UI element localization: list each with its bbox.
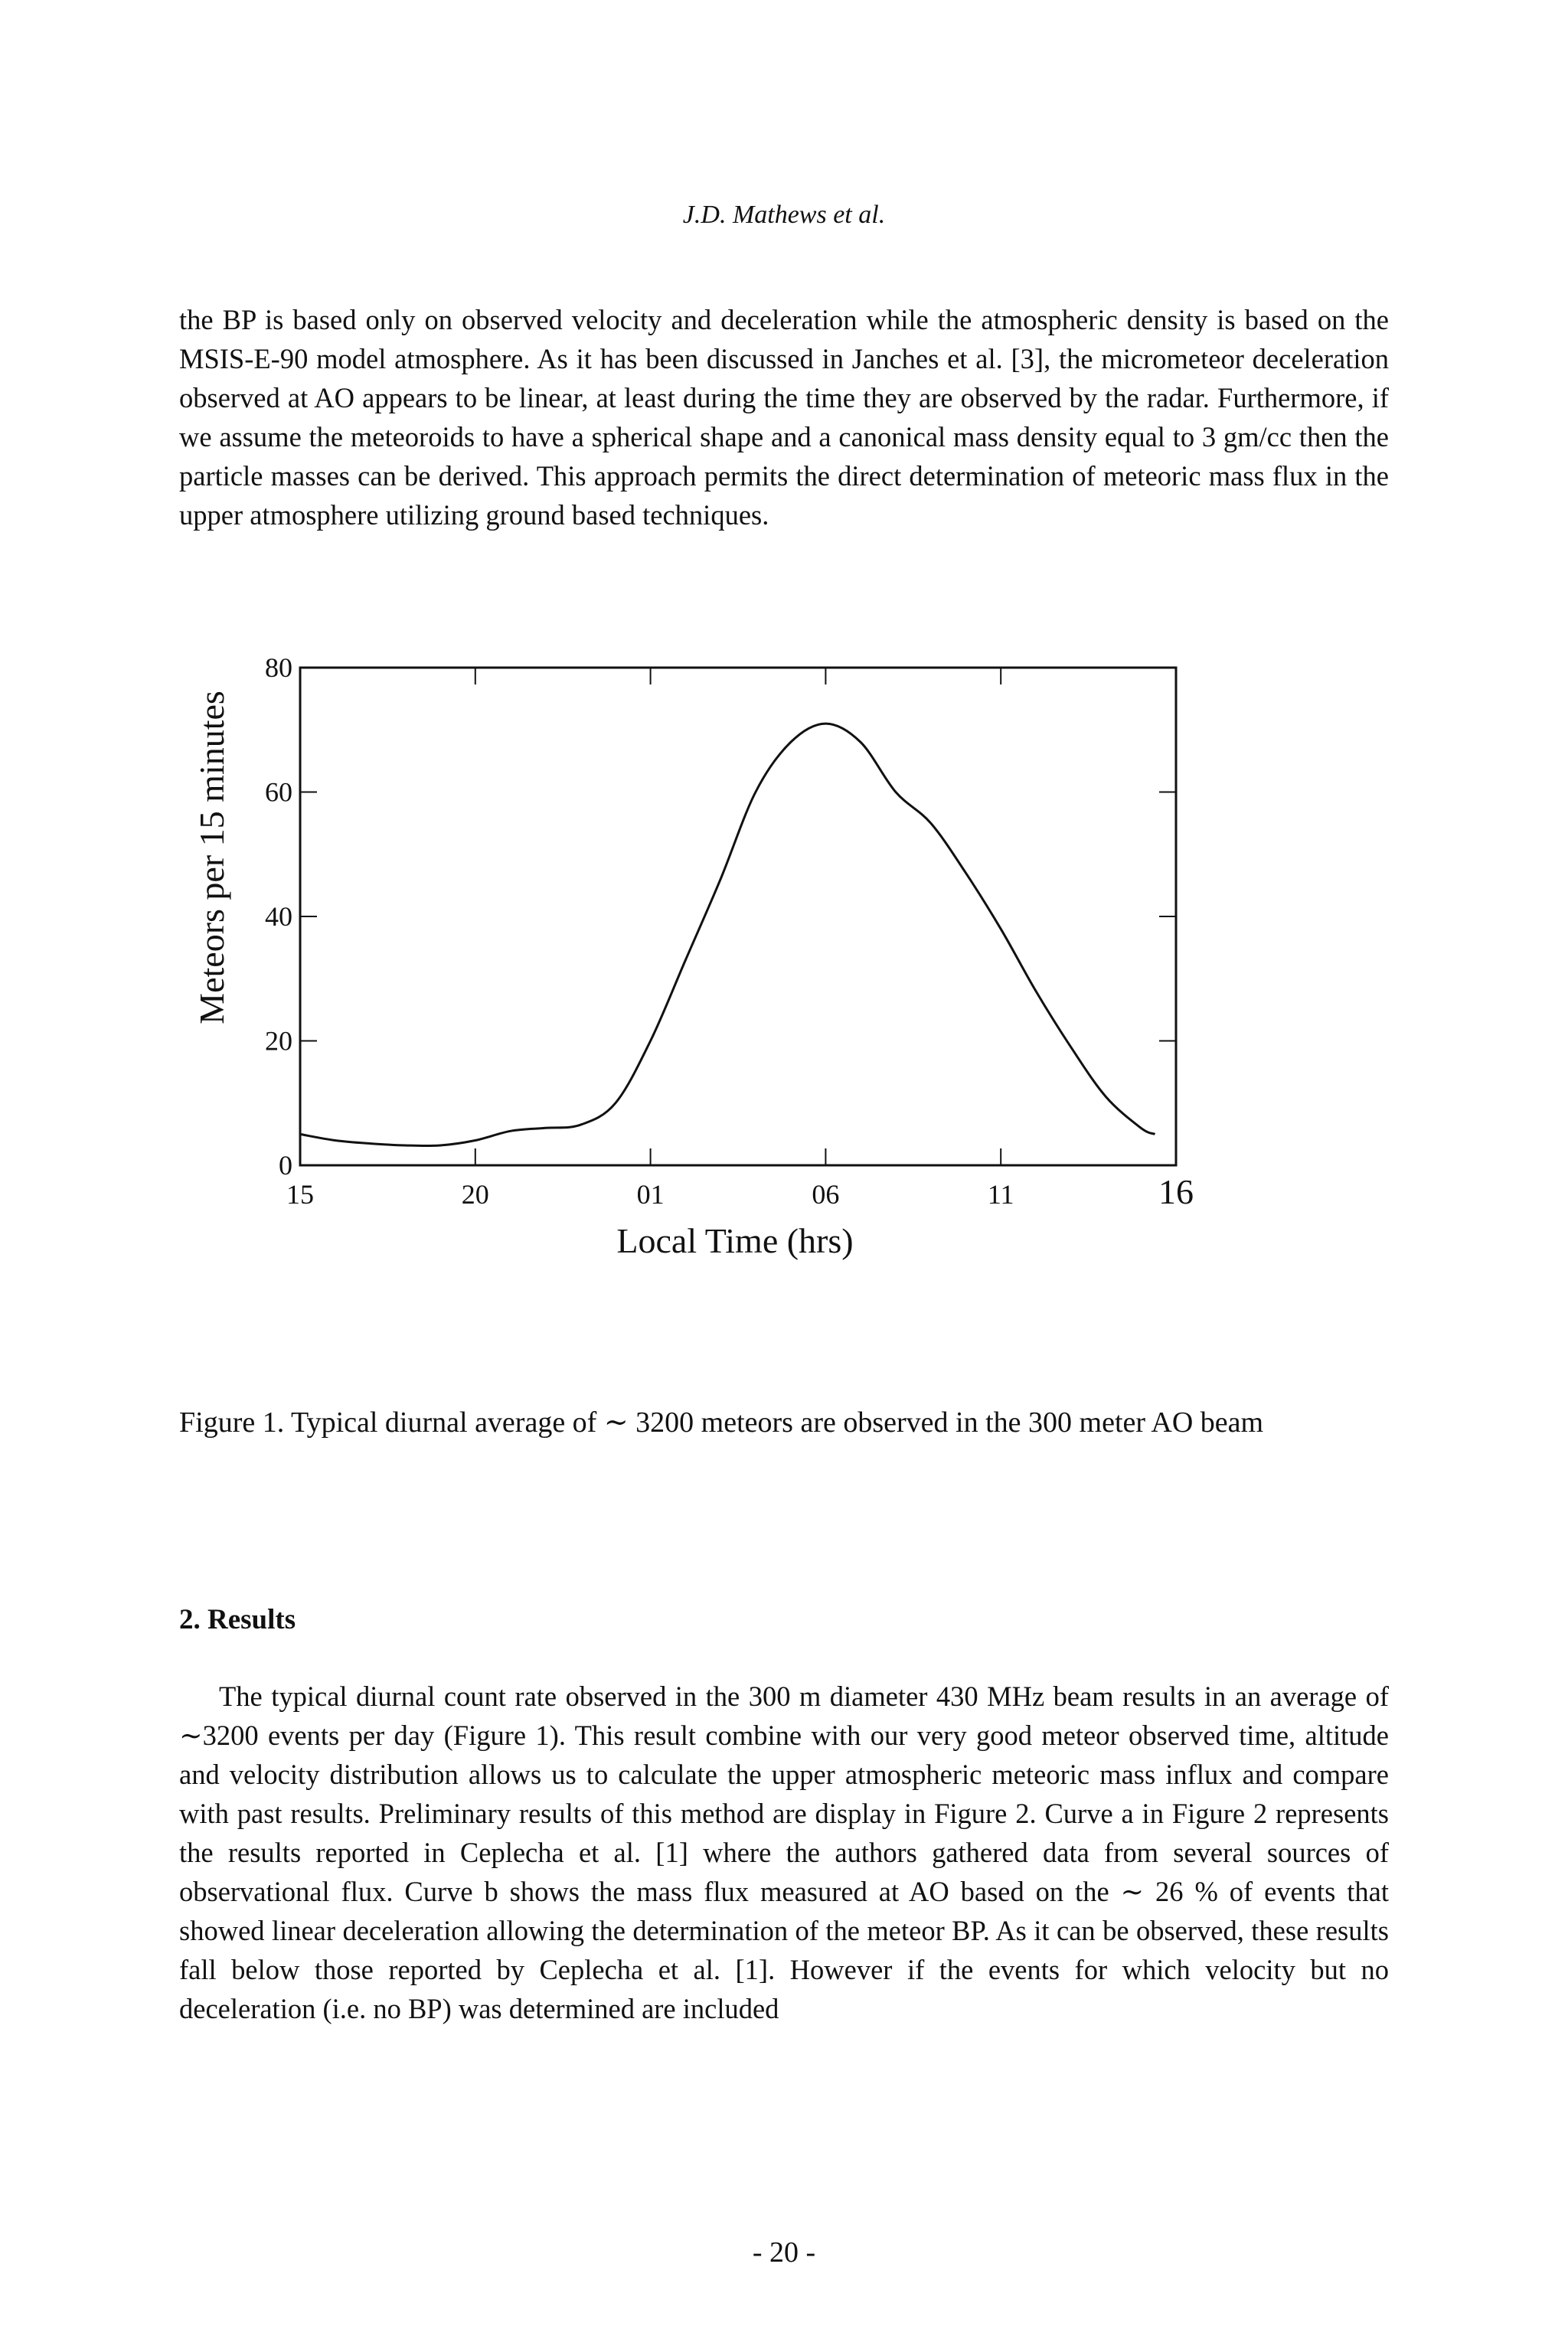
figure-caption: Figure 1. Typical diurnal average of ∼ 3200 meteors are observed in the 300 meter AO beam <box>179 1406 1264 1439</box>
running-head: J.D. Mathews et al. <box>682 201 886 229</box>
chart-axes <box>300 668 1176 1165</box>
x-tick-label: 11 <box>987 1179 1014 1210</box>
y-tick-label: 60 <box>265 776 292 808</box>
x-tick-label: 15 <box>286 1179 314 1210</box>
x-tick-label: 01 <box>636 1179 665 1210</box>
plot-frame <box>300 668 1176 1165</box>
y-tick-label: 20 <box>265 1025 292 1057</box>
series-line <box>300 724 1155 1145</box>
page-number: - 20 - <box>752 2236 816 2269</box>
x-axis-label: Local Time (hrs) <box>616 1221 854 1260</box>
chart-ticks <box>265 652 1194 1211</box>
y-tick-label: 0 <box>279 1150 292 1181</box>
y-tick-label: 40 <box>265 901 292 932</box>
x-tick-label: 20 <box>461 1179 489 1210</box>
section-heading: 2. Results <box>179 1604 296 1635</box>
x-tick-label: 06 <box>812 1179 840 1210</box>
y-axis-label: Meteors per 15 minutes <box>192 691 231 1024</box>
x-tick-label: 16 <box>1158 1172 1194 1211</box>
chart-series <box>300 724 1155 1145</box>
intro-paragraph: the BP is based only on observed velocity and deceleration while the atmospheric density is based on the MSIS-E-90 model atmosphere. As it has been discussed in Janches et al. [3], the micrometeor deceleration observed at AO appears to be linear, at least during the time they are observed by the radar. Furthermore, if we assume the meteoroids to have a spherical shape and a canonical mass density equal to 3 gm/cc then the particle masses can be derived. This approach permits the direct determination of meteoric mass flux in the upper atmosphere utilizing ground based techniques. <box>179 304 1389 531</box>
y-tick-label: 80 <box>265 652 292 683</box>
results-paragraph: The typical diurnal count rate observed in the 300 m diameter 430 MHz beam results in an average of ∼3200 events per day (Figure 1). This result combine with our very good meteor observed time, altitude and velocity distribution allows us to calculate the upper atmospheric meteoric mass influx and compare with past results. Preliminary results of this method are display in Figure 2. Curve a in Figure 2 represents the results reported in Ceplecha et al. [1] where the authors gathered data from several sources of observational flux. Curve b shows the mass flux measured at AO based on the ∼ 26 % of events that showed linear deceleration allowing the determination of the meteor BP. As it can be observed, these results fall below those reported by Ceplecha et al. [1]. However if the events for which velocity but no deceleration (i.e. no BP) was determined are included <box>179 1681 1389 2024</box>
